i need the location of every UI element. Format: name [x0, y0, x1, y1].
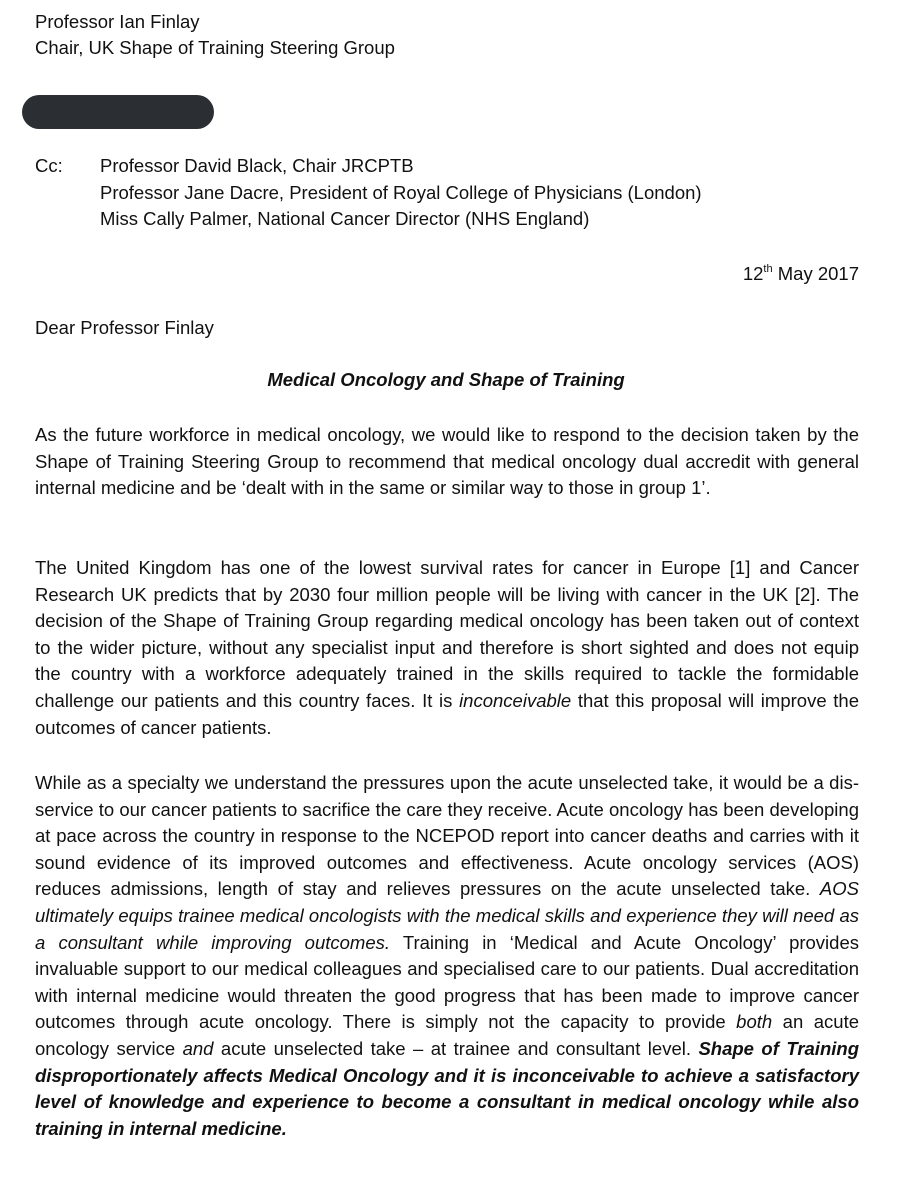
paragraph-3-italic-both: both — [736, 1011, 773, 1033]
addressee-name: Professor Ian Finlay — [35, 11, 200, 32]
date-suffix: th — [763, 263, 773, 275]
addressee-block — [35, 9, 395, 61]
date-month-year: May 2017 — [772, 263, 859, 284]
paragraph-3 — [35, 770, 859, 1142]
date-day: 12 — [742, 263, 764, 284]
paragraph-3-text-4: acute unselected take – at trainee and consultant level. — [213, 1037, 699, 1059]
paragraph-3-bold-conclusion: Shape of Training disproportionately affects Medical Oncology and it is inconceivable to achieve a satisfactory level of knowledge and experience to become a consultant in medical oncology while also training in internal medicine. — [35, 1037, 859, 1139]
letter-date — [743, 262, 859, 286]
paragraph-3-text-2: Training in ‘Medical and Acute Oncology’ provides invaluable support to our medical colleagues and specialised care to our patients. Dual accreditation with internal medicine would threaten the good progress that has been made to improve cancer outcomes through acute oncology. There is simply not the capacity to provide — [35, 931, 859, 1033]
cc-recipient: Professor David Black, Chair JRCPTB — [100, 155, 414, 176]
paragraph-2-text: The United Kingdom has one of the lowest survival rates for cancer in Europe [1] and Cancer Research UK predicts that by 2030 four million people will be living with cancer in the UK [2]. The decision of the Shape of Training Group regarding medical oncology has been taken out of context to the wider picture, without any specialist input and therefore is short sighted and does not equip the country with a workforce adequately trained in the skills required to tackle the formidable challenge our patients and this country faces. It is — [35, 557, 859, 711]
paragraph-3-italic-aos: AOS ultimately equips trainee medical oncologists with the medical skills and experience they will need as a consultant while improving outcomes. — [35, 878, 859, 953]
salutation: Dear Professor Finlay — [35, 317, 214, 338]
paragraph-1: As the future workforce in medical oncology, we would like to respond to the decision taken by the Shape of Training Steering Group to recommend that medical oncology dual accredit with general internal medicine and be ‘dealt with in the same or similar way to those in group 1’. — [35, 424, 859, 499]
paragraph-3-text: While as a specialty we understand the pressures upon the acute unselected take, it would be a dis-service to our cancer patients to sacrifice the care they receive. Acute oncology has been developing at pace across the country in response to the NCEPOD report into cancer deaths and carries with it sound evidence of its improved outcomes and effectiveness. Acute oncology services (AOS) reduces admissions, length of stay and relieves pressures on the acute unselected take. — [35, 772, 859, 900]
addressee-role: Chair, UK Shape of Training Steering Group — [35, 37, 395, 58]
cc-recipient: Miss Cally Palmer, National Cancer Director (NHS England) — [100, 208, 590, 229]
letter-subject: Medical Oncology and Shape of Training — [267, 369, 625, 390]
cc-label: Cc: — [35, 155, 63, 176]
redacted-address-bar — [22, 95, 214, 129]
paragraph-2 — [35, 555, 859, 741]
cc-recipient: Professor Jane Dacre, President of Royal College of Physicians (London) — [100, 181, 702, 203]
paragraph-2-emphasis: inconceivable — [459, 689, 572, 711]
paragraph-2-text-end: that this proposal will improve the outcomes of cancer patients. — [35, 689, 859, 738]
paragraph-3-text-3: an acute oncology service — [35, 1011, 859, 1059]
cc-recipient-list — [100, 153, 702, 233]
paragraph-3-italic-and: and — [182, 1037, 214, 1059]
